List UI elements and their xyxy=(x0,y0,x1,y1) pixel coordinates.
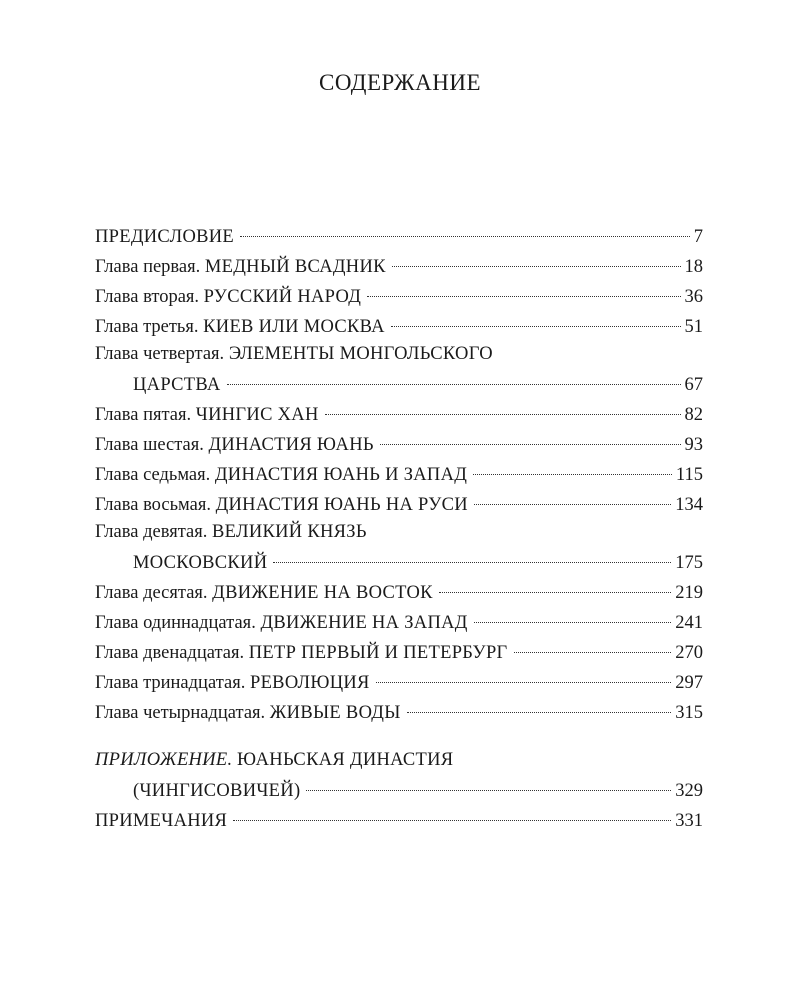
chapter-prefix: Глава седьмая. xyxy=(95,465,211,485)
dot-leader xyxy=(380,444,681,445)
chapter-prefix: Глава вторая. xyxy=(95,287,200,307)
entry-title: КИЕВ ИЛИ МОСКВА xyxy=(203,317,385,337)
page-number: 297 xyxy=(675,673,703,693)
table-of-contents xyxy=(95,222,703,836)
chapter-prefix: Глава третья. xyxy=(95,317,199,337)
page-number: 241 xyxy=(675,613,703,633)
chapter-prefix: Глава пятая. xyxy=(95,405,192,425)
toc-entry xyxy=(95,520,703,578)
toc-entry-appendix xyxy=(95,748,703,806)
dot-leader xyxy=(474,622,672,623)
page-number: 51 xyxy=(684,317,703,337)
page-number: 67 xyxy=(684,375,703,395)
dot-leader xyxy=(306,790,671,791)
entry-title: МЕДНЫЙ ВСАДНИК xyxy=(204,257,386,277)
toc-entry xyxy=(95,490,703,520)
dot-leader xyxy=(233,820,671,821)
dot-leader xyxy=(439,592,671,593)
chapter-prefix: Глава одиннадцатая. xyxy=(95,613,256,633)
toc-entry-notes xyxy=(95,806,703,836)
toc-entry xyxy=(95,578,703,608)
page-number: 331 xyxy=(675,811,703,831)
appendix-prefix: ПРИЛОЖЕНИЕ. xyxy=(95,750,233,770)
entry-title: ДВИЖЕНИЕ НА ЗАПАД xyxy=(260,613,468,633)
toc-entry xyxy=(95,460,703,490)
entry-title: ЭЛЕМЕНТЫ МОНГОЛЬСКОГО xyxy=(228,344,493,364)
chapter-prefix: Глава шестая. xyxy=(95,435,204,455)
dot-leader xyxy=(227,384,681,385)
entry-title: ЮАНЬСКАЯ ДИНАСТИЯ xyxy=(237,750,454,770)
page-number: 93 xyxy=(684,435,703,455)
chapter-prefix: Глава четвертая. xyxy=(95,344,225,364)
dot-leader xyxy=(325,414,681,415)
page-number: 36 xyxy=(684,287,703,307)
toc-entry xyxy=(95,698,703,728)
page-number: 175 xyxy=(675,553,703,573)
page-number: 115 xyxy=(675,465,703,485)
chapter-prefix: Глава четырнадцатая. xyxy=(95,703,266,723)
toc-entry xyxy=(95,342,703,400)
dot-leader xyxy=(240,236,690,237)
dot-leader xyxy=(391,326,681,327)
toc-entry xyxy=(95,638,703,668)
page-number: 7 xyxy=(693,227,703,247)
dot-leader xyxy=(407,712,672,713)
entry-title: ПЕТР ПЕРВЫЙ И ПЕТЕРБУРГ xyxy=(248,643,508,663)
entry-title: ДИНАСТИЯ ЮАНЬ НА РУСИ xyxy=(215,495,468,515)
toc-entry xyxy=(95,282,703,312)
chapter-prefix: Глава девятая. xyxy=(95,522,208,542)
entry-title: ПРИМЕЧАНИЯ xyxy=(95,811,228,831)
chapter-prefix: Глава тринадцатая. xyxy=(95,673,246,693)
entry-title-continued: МОСКОВСКИЙ xyxy=(133,553,268,573)
dot-leader xyxy=(474,504,671,505)
toc-entry xyxy=(95,312,703,342)
page-number: 219 xyxy=(675,583,703,603)
entry-title: ДИНАСТИЯ ЮАНЬ И ЗАПАД xyxy=(214,465,468,485)
page-number: 329 xyxy=(675,781,703,801)
entry-title: ДВИЖЕНИЕ НА ВОСТОК xyxy=(212,583,433,603)
toc-entry xyxy=(95,430,703,460)
page-number: 82 xyxy=(684,405,703,425)
entry-title-continued: ЦАРСТВА xyxy=(133,375,221,395)
entry-title: РУССКИЙ НАРОД xyxy=(203,287,362,307)
entry-title: ДИНАСТИЯ ЮАНЬ xyxy=(208,435,374,455)
chapter-prefix: Глава двенадцатая. xyxy=(95,643,245,663)
page-number: 315 xyxy=(675,703,703,723)
toc-entry xyxy=(95,608,703,638)
toc-entry xyxy=(95,252,703,282)
entry-title: ЖИВЫЕ ВОДЫ xyxy=(269,703,401,723)
entry-title: ЧИНГИС ХАН xyxy=(195,405,319,425)
entry-title: ВЕЛИКИЙ КНЯЗЬ xyxy=(211,522,367,542)
page-number: 270 xyxy=(675,643,703,663)
entry-title: ПРЕДИСЛОВИЕ xyxy=(95,227,235,247)
chapter-prefix: Глава восьмая. xyxy=(95,495,211,515)
toc-entry xyxy=(95,222,703,252)
dot-leader xyxy=(392,266,681,267)
toc-entry xyxy=(95,400,703,430)
toc-entry xyxy=(95,668,703,698)
section-gap xyxy=(95,728,703,748)
chapter-prefix: Глава десятая. xyxy=(95,583,208,603)
entry-title-continued: (ЧИНГИСОВИЧЕЙ) xyxy=(133,781,301,801)
page-title: СОДЕРЖАНИЕ xyxy=(318,70,481,95)
entry-title: РЕВОЛЮЦИЯ xyxy=(249,673,370,693)
page-number: 18 xyxy=(684,257,703,277)
dot-leader xyxy=(376,682,672,683)
dot-leader xyxy=(367,296,680,297)
chapter-prefix: Глава первая. xyxy=(95,257,201,277)
dot-leader xyxy=(273,562,671,563)
page-number: 134 xyxy=(675,495,703,515)
dot-leader xyxy=(473,474,672,475)
dot-leader xyxy=(514,652,672,653)
